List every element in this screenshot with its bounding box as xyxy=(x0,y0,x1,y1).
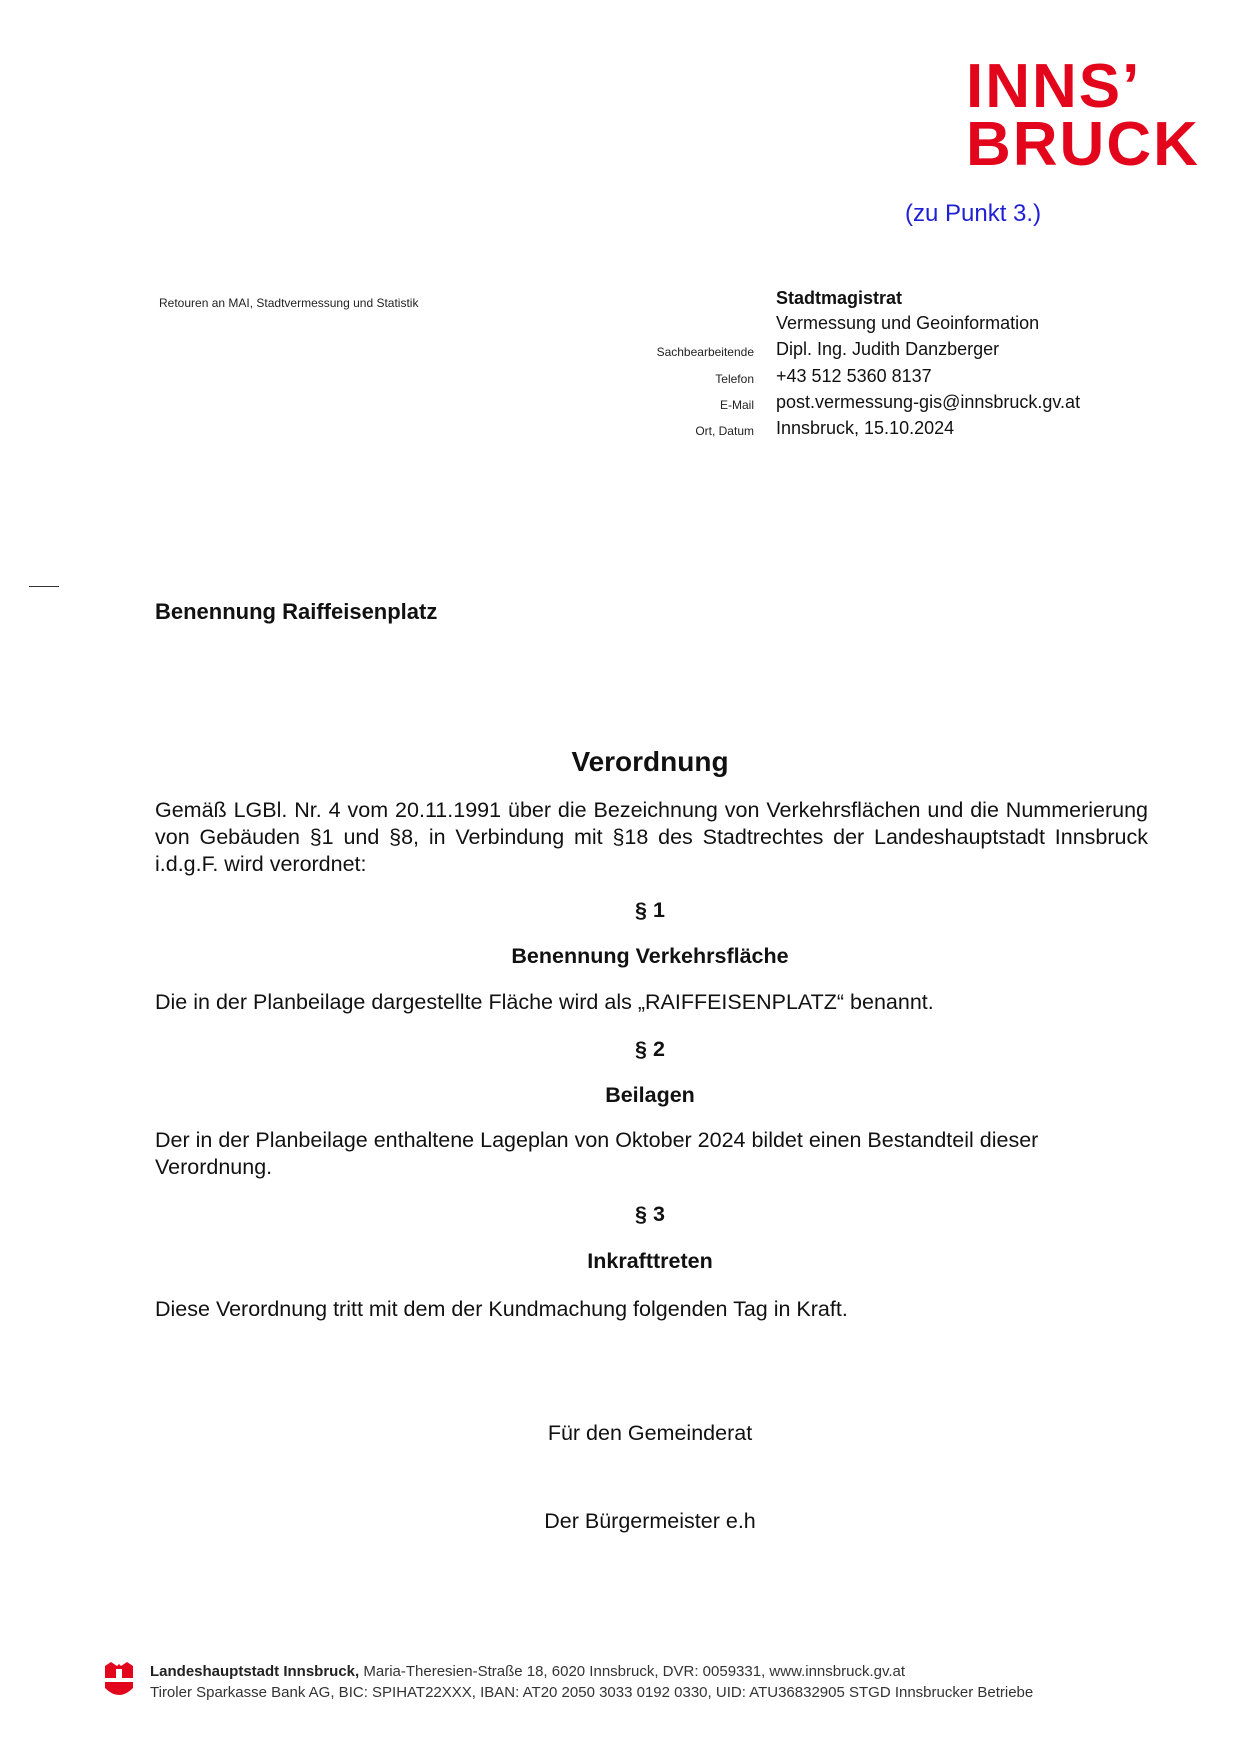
sender-dept: Vermessung und Geoinformation xyxy=(776,313,1040,333)
field-label: Ort, Datum xyxy=(695,424,754,438)
section-text: Die in der Planbeilage dargestellte Fläche wird als „RAIFFEISENPLATZ“ benannt. xyxy=(155,990,934,1014)
field-label: E-Mail xyxy=(719,398,754,412)
field-label: Sachbearbeitende xyxy=(656,345,754,359)
signoff-for: Für den Gemeinderat xyxy=(547,1421,753,1445)
section-number: § 1 xyxy=(635,898,665,922)
section-title: Beilagen xyxy=(605,1083,695,1107)
intro-paragraph: Gemäß LGBl. Nr. 4 vom 20.11.1991 über die Bezeichnung von Verkehrsflächen und die Nummerierung von Gebäuden §1 und §8, in Verbindung mit §18 des Stadtrechtes der Landeshauptstadt Innsbruck i.d.g.F. wird verordnet: xyxy=(155,798,1148,876)
section-title: Inkrafttreten xyxy=(587,1249,713,1273)
subject-line: Benennung Raiffeisenplatz xyxy=(155,599,438,624)
fold-mark xyxy=(29,586,59,587)
field-value: +43 512 5360 8137 xyxy=(776,366,932,386)
sender-field-row xyxy=(560,418,1220,444)
section-number: § 2 xyxy=(635,1037,665,1061)
field-value: Innsbruck, 15.10.2024 xyxy=(776,418,955,438)
footer-line-1 xyxy=(150,1663,905,1680)
agenda-annotation: (zu Punkt 3.) xyxy=(905,200,1042,227)
footer-org: Landeshauptstadt Innsbruck, xyxy=(150,1663,360,1680)
city-crest-icon xyxy=(103,1662,135,1700)
section-number: § 3 xyxy=(635,1202,665,1226)
footer-line-2: Tiroler Sparkasse Bank AG, BIC: SPIHAT22XXX, IBAN: AT20 2050 3033 0192 0330, UID: ATU36832905 STGD Innsbrucker Betriebe xyxy=(150,1684,1034,1701)
document-title: Verordnung xyxy=(571,746,729,777)
sender-org: Stadtmagistrat xyxy=(776,288,903,308)
field-value: post.vermessung-gis@innsbruck.gv.at xyxy=(776,392,1081,412)
sender-field-row xyxy=(560,366,1220,392)
logo-line-1: INNS’ xyxy=(966,52,1142,121)
return-address: Retouren an MAI, Stadtvermessung und Statistik xyxy=(159,296,419,310)
field-label: Telefon xyxy=(715,372,754,386)
footer-address: Maria-Theresien-Straße 18, 6020 Innsbruck, DVR: 0059331, www.innsbruck.gv.at xyxy=(359,1663,906,1680)
sender-dept-row xyxy=(560,313,1220,339)
sender-field-row xyxy=(560,339,1220,365)
logo-line-2: BRUCK xyxy=(966,110,1200,179)
signoff-signer: Der Bürgermeister e.h xyxy=(544,1509,756,1533)
section-text: Der in der Planbeilage enthaltene Lageplan von Oktober 2024 bildet einen Bestandteil dieser Verordnung. xyxy=(155,1128,1039,1179)
field-value: Dipl. Ing. Judith Danzberger xyxy=(776,339,1000,359)
section-text: Diese Verordnung tritt mit dem der Kundmachung folgenden Tag in Kraft. xyxy=(155,1297,848,1321)
sender-field-row xyxy=(560,392,1220,418)
section-title: Benennung Verkehrsfläche xyxy=(511,944,789,968)
innsbruck-logo xyxy=(966,52,1206,179)
